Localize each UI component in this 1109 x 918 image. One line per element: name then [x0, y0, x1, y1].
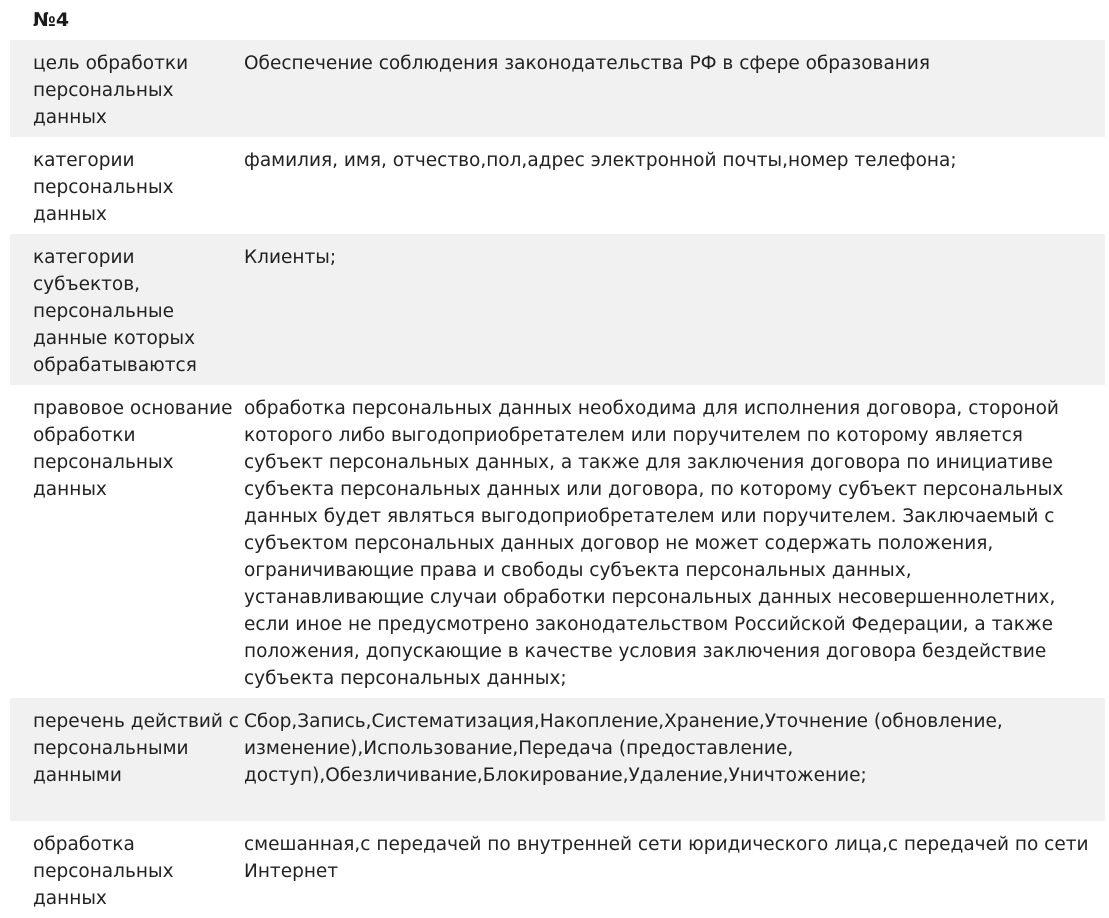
section-heading: №4 — [33, 9, 70, 31]
table-row — [10, 385, 1105, 698]
row-label: цель обработки персональных данных — [10, 40, 244, 137]
row-value: Сбор,Запись,Систематизация,Накопление,Хранение,Уточнение (обновление, изменение),Использование,Передача (предоставление, доступ),Обезличивание,Блокирование,Удаление,Уничтожение; — [244, 698, 1105, 821]
row-label: правовое основание обработки персональных данных — [33, 398, 233, 500]
personal-data-table — [10, 40, 1105, 918]
table-row — [10, 698, 1105, 821]
table-row — [10, 40, 1105, 137]
row-value: фамилия, имя, отчество,пол,адрес электронной почты,номер телефона; — [244, 150, 957, 171]
table-row — [10, 234, 1105, 385]
row-value: обработка персональных данных необходима для исполнения договора, стороной которого либо выгодоприобретателем или поручителем по которому является субъект персональных данных, а также для заключения договора по инициативе субъекта персональных данных или договора, по которому субъект персональных данных будет являться выгодоприобретателем или поручителем. Заключаемый с субъектом персональных данных договор не может содержать положения, ограничивающие права и свободы субъекта персональных данных, устанавливающие случаи обработки персональных данных несовершеннолетних, если иное не предусмотрено законодательством Российской Федерации, а также положения, допускающие в качестве условия заключения договора бездействие субъекта персональных данных; — [244, 398, 1064, 689]
table-row — [10, 821, 1105, 918]
table-row — [10, 137, 1105, 234]
row-label: категории субъектов, персональные данные которых обрабатываются — [10, 234, 244, 385]
row-label: категории персональных данных — [33, 150, 174, 225]
row-label: перечень действий с персональными данными — [10, 698, 244, 821]
row-value: Обеспечение соблюдения законодательства РФ в сфере образования — [244, 40, 1105, 137]
row-value: Клиенты; — [244, 234, 1105, 385]
row-value: смешанная,с передачей по внутренней сети юридического лица,с передачей по сети Интернет — [244, 834, 1089, 882]
row-label: обработка персональных данных — [33, 834, 174, 909]
